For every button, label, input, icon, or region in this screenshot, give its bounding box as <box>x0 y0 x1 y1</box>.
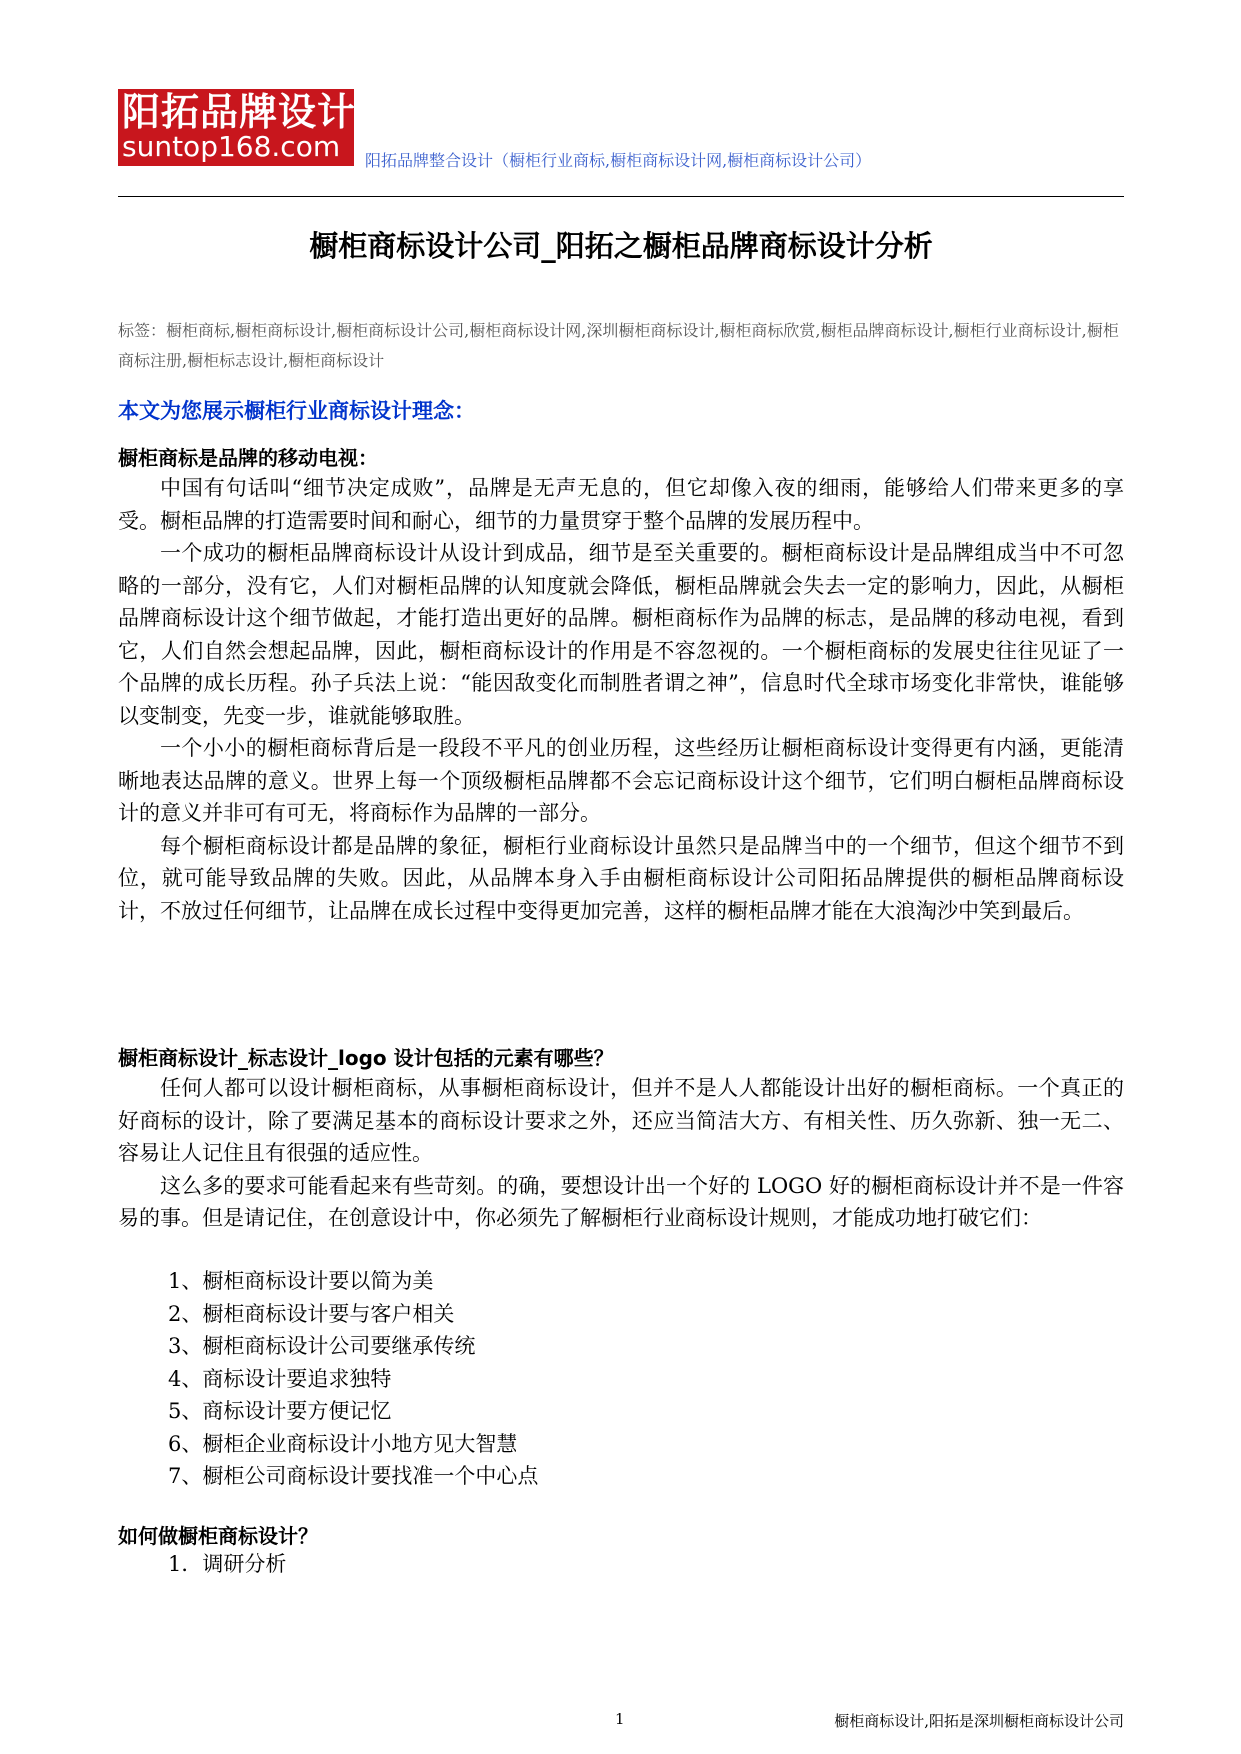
list-item: 1、橱柜商标设计要以简为美 <box>168 1269 434 1293</box>
intro-heading: 本文为您展示橱柜行业商标设计理念： <box>118 399 475 423</box>
list-item: 5、商标设计要方便记忆 <box>168 1399 392 1423</box>
logo-text-url: suntop168.com <box>122 130 341 163</box>
section-heading: 如何做橱柜商标设计？ <box>118 1524 318 1548</box>
list-item: 7、橱柜公司商标设计要找准一个中心点 <box>168 1464 539 1488</box>
paragraph: 这么多的要求可能看起来有些苛刻。的确，要想设计出一个好的 LOGO 好的橱柜商标设计并不是一件容易的事。但是请记住，在创意设计中，你必须先了解橱柜行业商标设计规则，才能成功地打破它们： <box>118 1173 1124 1230</box>
footer-text: 橱柜商标设计,阳拓是深圳橱柜商标设计公司 <box>834 1712 1124 1730</box>
brand-logo <box>118 89 357 166</box>
steps-list <box>168 1548 286 1581</box>
paragraph: 一个小小的橱柜商标背后是一段段不平凡的创业历程，这些经历让橱柜商标设计变得更有内涵，更能清晰地表达品牌的意义。世界上每一个顶级橱柜品牌都不会忘记商标设计这个细节，它们明白橱柜品牌商标设计的意义并非可有可无，将商标作为品牌的一部分。 <box>118 736 1124 825</box>
section-body <box>118 1072 1124 1235</box>
rules-list <box>168 1265 538 1493</box>
header-tagline[interactable]: 阳拓品牌整合设计（橱柜行业商标,橱柜商标设计网,橱柜商标设计公司） <box>365 151 872 170</box>
list-item: 6、橱柜企业商标设计小地方见大智慧 <box>168 1431 518 1456</box>
section-body <box>118 472 1124 927</box>
section-heading: 橱柜商标设计_标志设计_logo 设计包括的元素有哪些？ <box>118 1046 614 1070</box>
tags-line: 标签：橱柜商标,橱柜商标设计,橱柜商标设计公司,橱柜商标设计网,深圳橱柜商标设计,橱柜商标欣赏,橱柜品牌商标设计,橱柜行业商标设计,橱柜商标注册,橱柜标志设计,橱柜商标设计 <box>118 321 1119 370</box>
list-item: 2、橱柜商标设计要与客户相关 <box>168 1301 455 1326</box>
list-item: 4、商标设计要追求独特 <box>168 1366 392 1391</box>
paragraph: 一个成功的橱柜品牌商标设计从设计到成品，细节是至关重要的。橱柜商标设计是品牌组成当中不可忽略的一部分，没有它，人们对橱柜品牌的认知度就会降低，橱柜品牌就会失去一定的影响力，因此，从橱柜品牌商标设计这个细节做起，才能打造出更好的品牌。橱柜商标作为品牌的标志，是品牌的移动电视，看到它，人们自然会想起品牌，因此，橱柜商标设计的作用是不容忽视的。一个橱柜商标的发展史往往见证了一个品牌的成长历程。孙子兵法上说：“能因敌变化而制胜者谓之神”，信息时代全球市场变化非常快，谁能够以变制变，先变一步，谁就能够取胜。 <box>118 541 1124 728</box>
paragraph: 每个橱柜商标设计都是品牌的象征，橱柜行业商标设计虽然只是品牌当中的一个细节，但这个细节不到位，就可能导致品牌的失败。因此，从品牌本身入手由橱柜商标设计公司阳拓品牌提供的橱柜品牌商标设计，不放过任何细节，让品牌在成长过程中变得更加完善，这样的橱柜品牌才能在大浪淘沙中笑到最后。 <box>118 833 1124 923</box>
list-item: 1．调研分析 <box>168 1552 287 1576</box>
header-divider <box>118 196 1124 197</box>
page-title: 橱柜商标设计公司_阳拓之橱柜品牌商标设计分析 <box>309 229 933 263</box>
page-number: 1 <box>615 1710 625 1728</box>
paragraph: 中国有句话叫“细节决定成败”，品牌是无声无息的，但它却像入夜的细雨，能够给人们带来更多的享受。橱柜品牌的打造需要时间和耐心，细节的力量贯穿于整个品牌的发展历程中。 <box>118 476 1124 533</box>
paragraph: 任何人都可以设计橱柜商标，从事橱柜商标设计，但并不是人人都能设计出好的橱柜商标。一个真正的好商标的设计，除了要满足基本的商标设计要求之外，还应当简洁大方、有相关性、历久弥新、独一无二、容易让人记住且有很强的适应性。 <box>118 1076 1124 1165</box>
logo-text-cn: 阳拓品牌设计 <box>122 90 357 134</box>
list-item: 3、橱柜商标设计公司要继承传统 <box>168 1334 476 1358</box>
section-heading: 橱柜商标是品牌的移动电视： <box>118 446 378 470</box>
